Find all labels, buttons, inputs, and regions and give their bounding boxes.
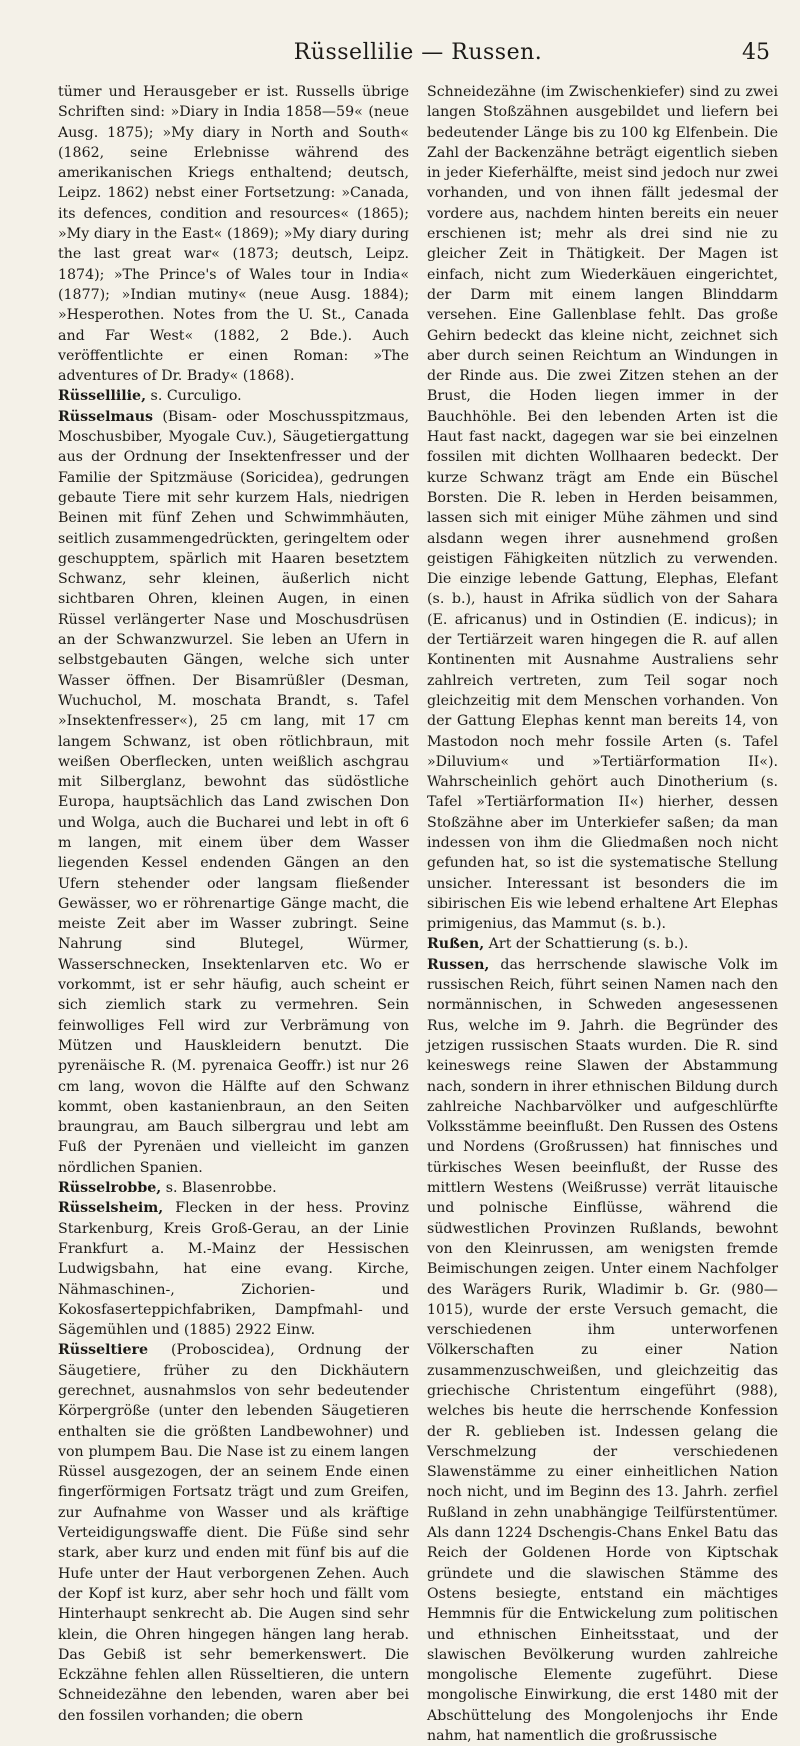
entry-lemma: Rußen, [427, 936, 485, 953]
entry-lemma: Rüsselmaus [58, 408, 154, 425]
running-head: Rüssellilie — Russen. [293, 40, 543, 65]
entry-lemma: Rüsselrobbe, [58, 1180, 162, 1197]
text-columns [58, 82, 778, 1745]
entry-ruesseltiere [58, 1340, 409, 1726]
entry-lemma: Russen, [427, 956, 490, 973]
entry-text: (Proboscidea), Ordnung der Säugetiere, früher zu den Dickhäutern gerechnet, ausnahmslos von sehr bedeutender Körpergröße (unter den lebenden Säugetieren enthalten sie die größten Landbewohner) und von plumpem Bau. Die Nase ist zu einem langen Rüssel ausgezogen, der an seinem Ende einen fingerförmigen Fortsatz trägt und zum Greifen, zur Aufnahme von Wasser und als kräftige Verteidigungswaffe dient. Die Füße sind sehr stark, aber kurz und enden mit fünf bis auf die Hufe unter der Haut verborgenen Zehen. Auch der Kopf ist kurz, aber sehr hoch und fällt vom Hinterhaupt senkrecht ab. Die Augen sind sehr klein, die Ohren hingegen hängen lang herab. Das Gebiß ist sehr bemerkenswert. Die Eckzähne fehlen allen Rüsseltieren, die untern Schneidezähne den lebenden, waren aber bei den fossilen vorhanden; die obern [58, 1342, 409, 1724]
continuation-text: tümer und Herausgeber er ist. Russells übrige Schriften sind: »Diary in India 1858—59« (neue Ausg. 1875); »My diary in North and South« (1862, seine Erlebnisse während des amerikanischen Kriegs enthaltend; deutsch, Leipz. 1862) nebst einer Fortsetzung: »Canada, its defences, condition and resources« (1865); »My diary in the East« (1869); »My diary during the last great war« (1873; deutsch, Leipz. 1874); »The Prince's of Wales tour in India« (1877); »Indian mutiny« (neue Ausg. 1884); »Hesperothen. Notes from the U. St., Canada and Far West« (1882, 2 Bde.). Auch veröffentlichte er einen Roman: »The adventures of Dr. Brady« (1868). [58, 84, 409, 385]
entry-text: s. Blasenrobbe. [161, 1180, 277, 1197]
entry-ruesselmaus [58, 407, 409, 1178]
entry-lemma: Rüssellilie, [58, 388, 147, 405]
right-column [427, 82, 778, 1745]
entry-russen-schattierung [427, 934, 778, 954]
entry-text: das herrschende slawische Volk im russischen Reich, führt seinen Namen nach den normännischen, in Schweden angesessenen Rus, welche im 9. Jahrh. die Begründer des jetzigen russischen Staats wurden. Die R. sind keineswegs reine Slawen der Abstammung nach, sondern in ihrer ethnischen Bildung durch zahlreiche Nachbarvölker und aufgeschlürfte Volksstämme beeinflußt. Den Russen des Ostens und Nordens (Großrussen) hat finnisches und türkisches Wesen beeinflußt, der Russe des mittlern Westens (Weißrusse) verrät litauische und polnische Einflüsse, während die südwestlichen Provinzen Rußlands, bewohnt von den Kleinrussen, am wenigsten fremde Beimischungen zeigen. Unter einem Nachfolger des Warägers Rurik, Wladimir b. Gr. (980—1015), wurde der erste Versuch gemacht, die verschiedenen ihm unterworfenen Völkerschaften zu einer Nation zusammenzuschweißen, und gleichzeitig das griechische Christentum eingeführt (988), welches bis heute die herrschende Konfession der R. geblieben ist. Indessen gelang die Verschmelzung der verschiedenen Slawenstämme zu einer einheitlichen Nation noch nicht, und im Beginn des 13. Jahrh. zerfiel Rußland in zehn unabhängige Teilfürstentümer. Als dann 1224 Dschengis-Chans Enkel Batu das Reich der Goldenen Horde von Kiptschak gründete und die slawischen Stämme des Ostens besiegte, entstand ein mächtiges Hemmnis für die Entwickelung zum politischen und ethnischen Einheitsstaat, und der slawischen Bevölkerung wurden zahlreiche mongolische Elemente zugeführt. Diese mongolische Einwirkung, die erst 1480 mit der Abschüttelung des Mongolenjochs ihr Ende nahm, hat namentlich die großrussische [427, 956, 778, 1745]
left-column [58, 82, 409, 1724]
page-header [58, 38, 778, 72]
entry-lemma: Rüsselsheim, [58, 1200, 164, 1217]
entry-ruessellilie [58, 386, 409, 406]
continuation-text: Schneidezähne (im Zwischenkiefer) sind zu zwei langen Stoßzähnen ausgebildet und liefern bei bedeutender Länge bis zu 100 kg Elfenbein. Die Zahl der Backenzähne beträgt eigentlich sieben in jeder Kieferhälfte, meist sind jedoch nur zwei vorhanden, und von ihnen fällt jedesmal der vordere aus, nachdem hinten bereits ein neuer erschienen ist; mehr als drei sind nie zu gleicher Zeit in Thätigkeit. Der Magen ist einfach, nicht zum Wiederkäuen eingerichtet, der Darm mit einem langen Blinddarm versehen. Eine Gallenblase fehlt. Das große Gehirn bedeckt das kleine nicht, zeichnet sich aber durch seinen Reichtum an Windungen in der Rinde aus. Die zwei Zitzen stehen an der Brust, die Hoden liegen immer in der Bauchhöhle. Bei den lebenden Arten ist die Haut fast nackt, dagegen war sie bei einzelnen fossilen mit dichten Wollhaaren bedeckt. Der kurze Schwanz trägt am Ende ein Büschel Borsten. Die R. leben in Herden beisammen, lassen sich mit einiger Mühe zähmen und sind alsdann wegen ihrer ausnehmend großen geistigen Fähigkeiten nützlich zu verwenden. Die einzige lebende Gattung, Elephas, Elefant (s. b.), haust in Afrika südlich von der Sahara (E. africanus) und in Ostindien (E. indicus); in der Tertiärzeit waren hingegen die R. auf allen Kontinenten mit Ausnahme Australiens sehr zahlreich vertreten, zum Teil sogar noch gleichzeitig mit dem Menschen vorhanden. Von der Gattung Elephas kennt man bereits 14, von Mastodon noch mehr fossile Arten (s. Tafel »Diluvium« und »Tertiärformation II«). Wahrscheinlich gehört auch Dinotherium (s. Tafel »Tertiärformation II«) hierher, dessen Stoßzähne aber im Unterkiefer saßen; da man indessen von ihm die Gliedmaßen noch nicht gefunden hat, so ist die systematische Stellung unsicher. Interessant ist besonders die im sibirischen Eis wie lebend erhaltene Art Elephas primigenius, das Mammut (s. b.). [427, 84, 778, 933]
entry-ruesselsheim [58, 1198, 409, 1340]
entry-russen-volk [427, 955, 778, 1746]
page-number: 45 [742, 40, 770, 65]
entry-text: (Bisam- oder Moschusspitzmaus, Moschusbiber, Myogale Cuv.), Säugetiergattung aus der Ordnung der Insektenfresser und der Familie der Spitzmäuse (Soricidea), gedrungen gebaute Tiere mit sehr kurzem Hals, niedrigen Beinen mit fünf Zehen und Schwimmhäuten, seitlich zusammengedrückten, geringeltem oder geschupptem, spärlich mit Haaren besetztem Schwanz, sehr kleinen, äußerlich nicht sichtbaren Ohren, kleinen Augen, in einen Rüssel verlängerter Nase und Moschusdrüsen an der Schwanzwurzel. Sie leben an Ufern in selbstgebauten Gängen, welche sich unter Wasser öffnen. Der Bisamrüßler (Desman, Wuchuchol, M. moschata Brandt, s. Tafel »Insektenfresser«), 25 cm lang, mit 17 cm langem Schwanz, ist oben rötlichbraun, mit weißen Oberflecken, unten weißlich aschgrau mit Silberglanz, bewohnt das südöstliche Europa, hauptsächlich das Land zwischen Don und Wolga, auch die Bucharei und lebt in oft 6 m langen, mit einem über dem Wasser liegenden Kessel endenden Gängen an den Ufern stehender oder langsam fließender Gewässer, wo er röhrenartige Gänge macht, die meiste Zeit aber im Wasser zubringt. Seine Nahrung sind Blutegel, Würmer, Wasserschnecken, Insektenlarven etc. Wo er vorkommt, ist er sehr häufig, auch scheint er sich ziemlich stark zu vermehren. Sein feinwolliges Fell wird zur Verbrämung von Mützen und Hauskleidern benutzt. Die pyrenäische R. (M. pyrenaica Geoffr.) ist nur 26 cm lang, wovon die Hälfte auf den Schwanz kommt, oben kastanienbraun, an den Seiten braungrau, am Bauch silbergrau und lebt am Fuß der Pyrenäen und vielleicht im ganzen nördlichen Spanien. [58, 408, 409, 1176]
entry-text: Art der Schattierung (s. b.). [484, 936, 689, 953]
entry-ruesselrobbe [58, 1178, 409, 1198]
entry-text: Flecken in der hess. Provinz Starkenburg, Kreis Groß-Gerau, an der Linie Frankfurt a. M.-Mainz der Hessischen Ludwigsbahn, hat eine evang. Kirche, Nähmaschinen-, Zichorien- und Kokosfaserteppichfabriken, Dampfmahl- und Sägemühlen und (1885) 2922 Einw. [58, 1200, 409, 1339]
entry-lemma: Rüsseltiere [58, 1342, 148, 1359]
entry-text: s. Curculigo. [146, 388, 242, 405]
